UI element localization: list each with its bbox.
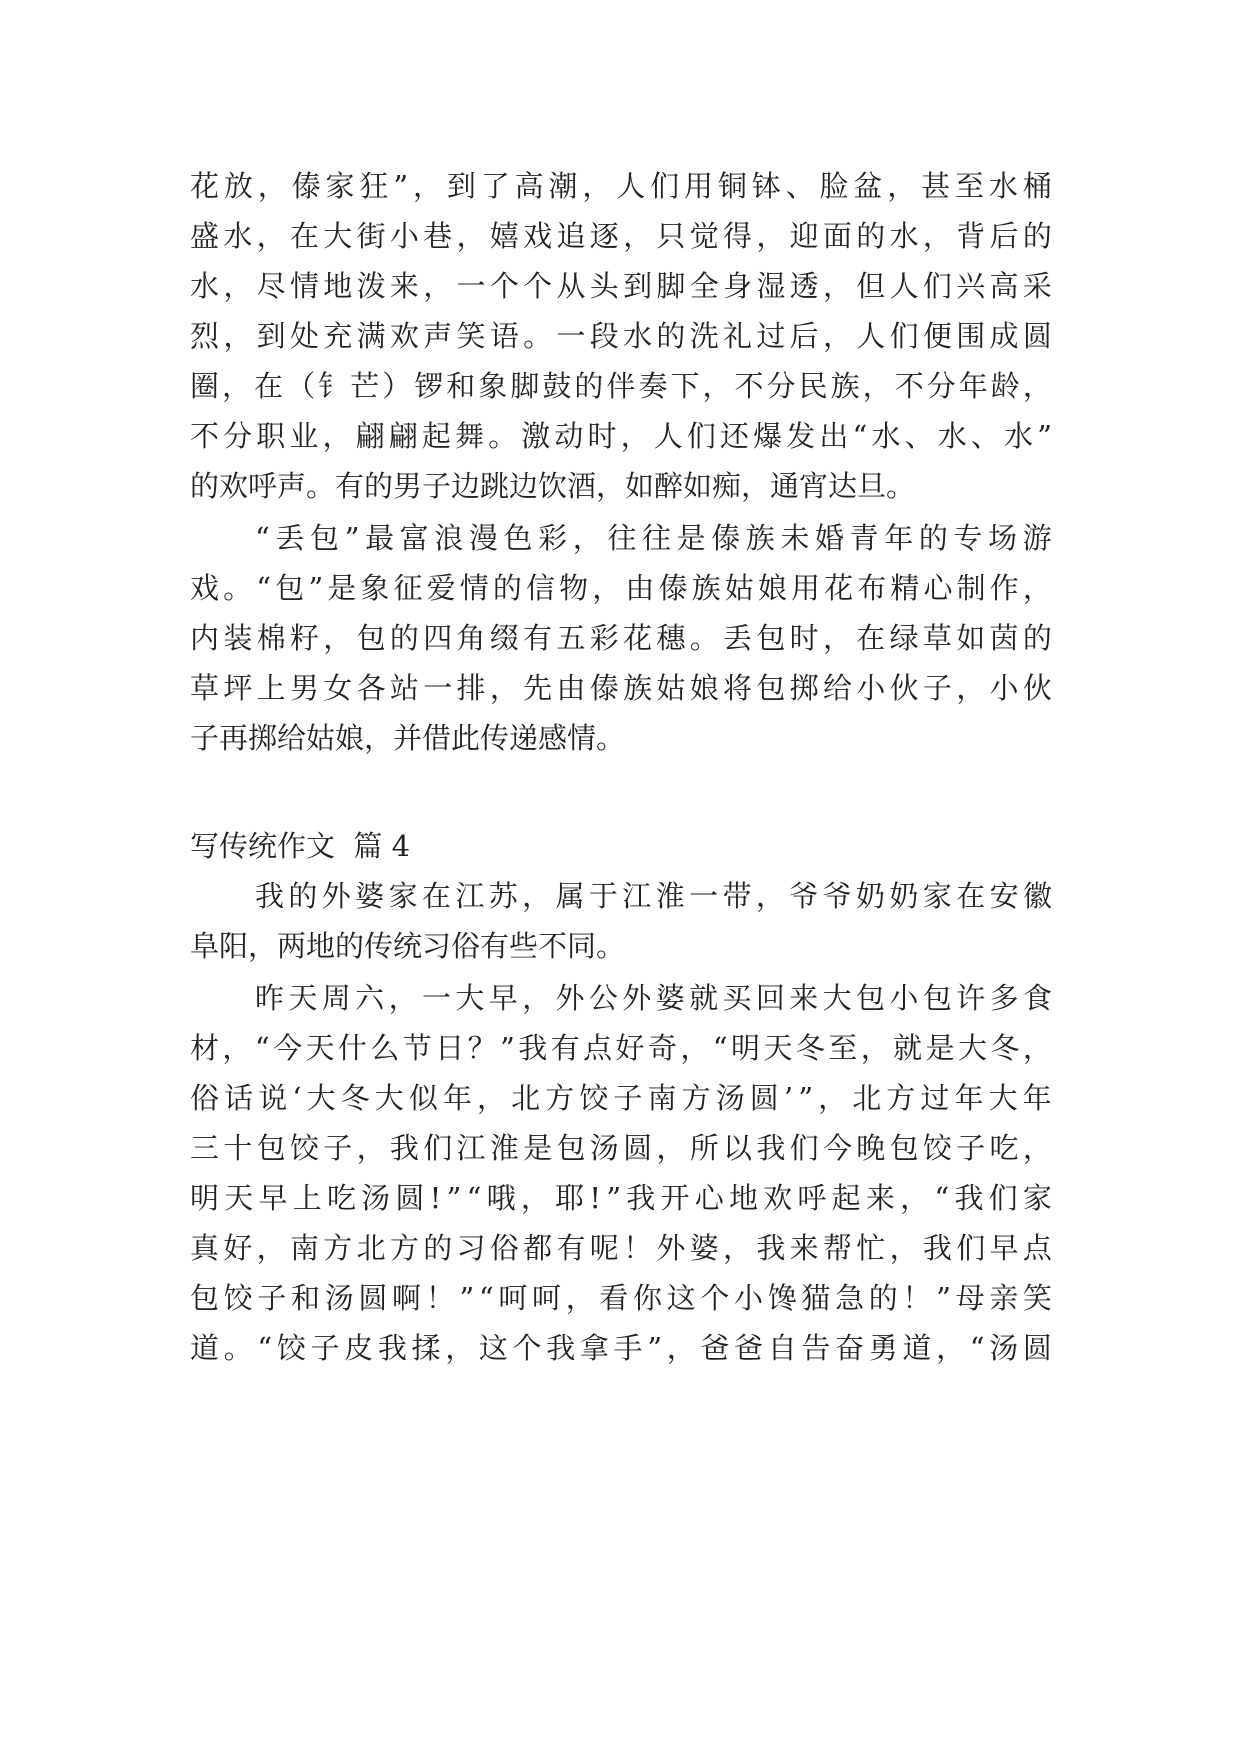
text-line: 内 装 棉 籽 ， 包 的 四 角 缀 有 五 彩 花 穗 。 丢 包 时 ， 在 绿 草 如 茵 的 (190, 621, 1052, 655)
text-line: 包 饺 子 和 汤 圆 啊 ！ ” “ 呵 呵 ， 看 你 这 个 小 馋 猫 急 的 ！ ” 母 亲 笑 (190, 1281, 1052, 1315)
text-line: 水 ， 尽 情 地 泼 来 ， 一 个 个 从 头 到 脚 全 身 湿 透 ， 但 人 们 兴 高 采 (190, 269, 1052, 303)
text-line: 圈 ， 在 （ 钅 芒 ） 锣 和 象 脚 鼓 的 伴 奏 下 ， 不 分 民 族 ， 不 分 年 龄 ， (190, 369, 1052, 403)
text-line: “ 丢 包 ” 最 富 浪 漫 色 彩 ， 往 往 是 傣 族 未 婚 青 年 的 专 场 游 (255, 521, 1052, 555)
text-line: 盛 水 ， 在 大 街 小 巷 ， 嬉 戏 追 逐 ， 只 觉 得 ， 迎 面 的 水 ， 背 后 的 (190, 219, 1052, 253)
text-line: 的欢呼声。有的男子边跳边饮酒，如醉如痴，通宵达旦。 (190, 469, 916, 503)
text-line: 花 放 ， 傣 家 狂 ” ， 到 了 高 潮 ， 人 们 用 铜 钵 、 脸 盆 ， 甚 至 水 桶 (190, 169, 1052, 203)
text-line: 草 坪 上 男 女 各 站 一 排 ， 先 由 傣 族 姑 娘 将 包 掷 给 小 伙 子 ， 小 伙 (190, 671, 1052, 705)
text-line: 戏 。 “ 包 ” 是 象 征 爱 情 的 信 物 ， 由 傣 族 姑 娘 用 花 布 精 心 制 作 ， (190, 571, 1052, 605)
text-line: 我 的 外 婆 家 在 江 苏 ， 属 于 江 淮 一 带 ， 爷 爷 奶 奶 家 在 安 徽 (255, 879, 1052, 913)
section-heading: 写传统作文 篇 4 (190, 829, 411, 863)
text-line: 真 好 ， 南 方 北 方 的 习 俗 都 有 呢 ！ 外 婆 ， 我 来 帮 忙 ， 我 们 早 点 (190, 1231, 1052, 1265)
text-line: 不 分 职 业 ， 翩 翩 起 舞 。 激 动 时 ， 人 们 还 爆 发 出 “ 水 、 水 、 水 ” (190, 419, 1052, 453)
text-line: 俗 话 说 ‘ 大 冬 大 似 年 ， 北 方 饺 子 南 方 汤 圆 ’ ” ， 北 方 过 年 大 年 (190, 1081, 1052, 1115)
text-line: 三 十 包 饺 子 ， 我 们 江 淮 是 包 汤 圆 ， 所 以 我 们 今 晚 包 饺 子 吃 ， (190, 1131, 1052, 1165)
text-line: 材 ， “ 今 天 什 么 节 日 ？ ” 我 有 点 好 奇 ， “ 明 天 冬 至 ， 就 是 大 冬 ， (190, 1031, 1052, 1065)
text-line: 阜阳，两地的传统习俗有些不同。 (190, 929, 626, 963)
text-line: 道 。 “ 饺 子 皮 我 揉 ， 这 个 我 拿 手 ” ， 爸 爸 自 告 奋 勇 道 ， “ 汤 圆 (190, 1331, 1052, 1365)
text-line: 昨 天 周 六 ， 一 大 早 ， 外 公 外 婆 就 买 回 来 大 包 小 包 许 多 食 (255, 981, 1052, 1015)
text-line: 子再掷给姑娘，并借此传递感情。 (190, 721, 626, 755)
text-line: 烈 ， 到 处 充 满 欢 声 笑 语 。 一 段 水 的 洗 礼 过 后 ， 人 们 便 围 成 圆 (190, 319, 1052, 353)
text-line: 明 天 早 上 吃 汤 圆 ! ” “ 哦 ， 耶 ! ” 我 开 心 地 欢 呼 起 来 ， “ 我 们 家 (190, 1181, 1052, 1215)
